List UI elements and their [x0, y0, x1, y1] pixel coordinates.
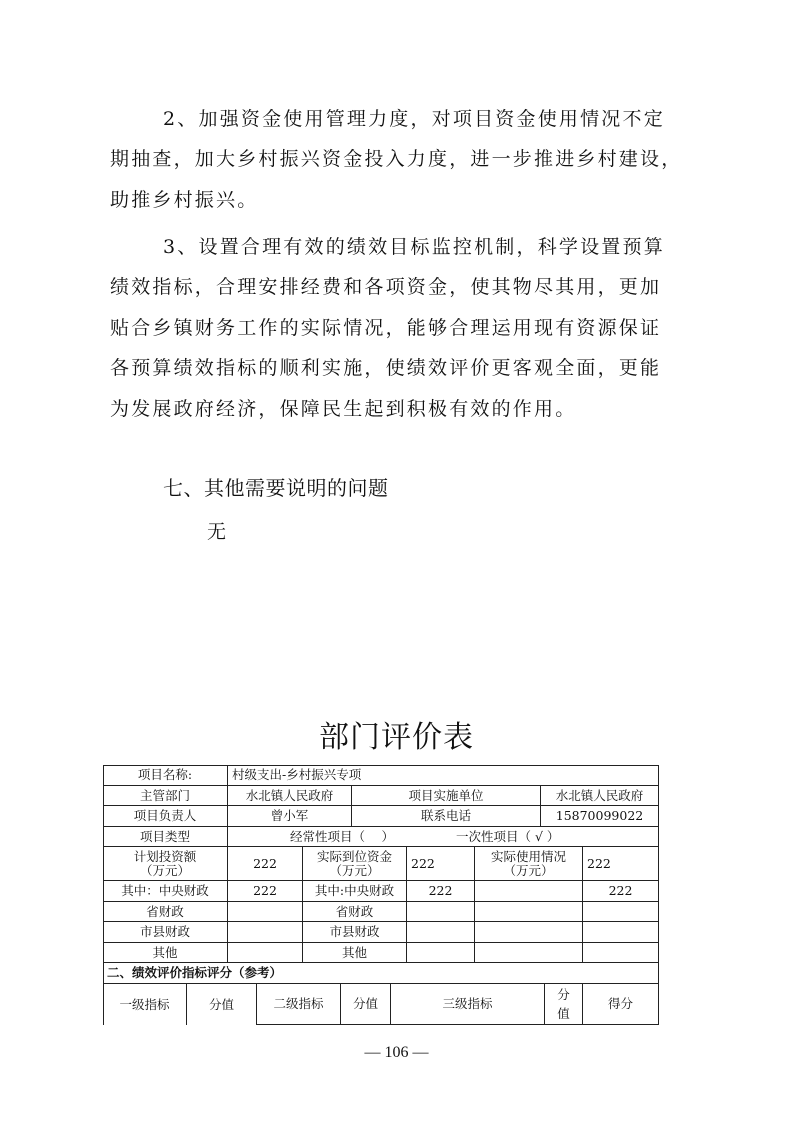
central-value-c: 222	[583, 881, 659, 902]
section7-heading: 七、其他需要说明的问题	[163, 476, 389, 500]
city-label-b: 市县财政	[303, 922, 407, 943]
project-name-value: 村级支出-乡村振兴专项	[228, 765, 659, 786]
leader-value: 曾小军	[228, 806, 352, 827]
city-label-a: 市县财政	[103, 922, 228, 943]
type-label: 项目类型	[103, 827, 228, 847]
city-value-b	[407, 922, 475, 943]
other-value-b	[407, 943, 475, 963]
other-value-a	[228, 943, 303, 963]
section2-heading: 二、绩效评价指标评分（参考）	[103, 963, 659, 984]
header-level1: 一级指标	[103, 984, 187, 1025]
dept-label: 主管部门	[103, 786, 228, 806]
type-options	[228, 827, 659, 847]
header-score3	[545, 984, 583, 1025]
actual-funds-value: 222	[407, 847, 475, 881]
other-blank	[475, 943, 583, 963]
para3-line-5: 为发展政府经济，保障民生起到积极有效的作用。	[110, 398, 577, 420]
para3-line-2: 绩效指标，合理安排经费和各项资金，使其物尽其用，更加	[110, 276, 662, 298]
other-label-a: 其他	[103, 943, 228, 963]
type-regular: 经常性项目（ ）	[290, 828, 394, 844]
actual-use-label	[475, 847, 583, 881]
header-level3: 三级指标	[391, 984, 545, 1025]
provincial-value-c	[583, 902, 659, 922]
impl-unit-label: 项目实施单位	[352, 786, 541, 806]
para2-line-1: 2、加强资金使用管理力度，对项目资金使用情况不定	[163, 108, 665, 130]
plan-invest-label-line2: （万元）	[139, 862, 190, 878]
actual-funds-label	[303, 847, 407, 881]
header-result: 得分	[583, 984, 659, 1025]
provincial-label-b: 省财政	[303, 902, 407, 922]
city-value-c	[583, 922, 659, 943]
header-level2: 二级指标	[257, 984, 341, 1025]
para3-line-3: 贴合乡镇财务工作的实际情况，能够合理运用现有资源保证	[110, 317, 662, 339]
actual-funds-label-line2: （万元）	[329, 862, 380, 878]
section7-content: 无	[207, 521, 227, 543]
city-blank	[475, 922, 583, 943]
para3-line-4: 各预算绩效指标的顺利实施，使绩效评价更客观全面，更能	[110, 357, 662, 379]
central-label-a: 其中：中央财政	[103, 881, 228, 902]
provincial-value-a	[228, 902, 303, 922]
dept-value: 水北镇人民政府	[228, 786, 352, 806]
table-title: 部门评价表	[319, 720, 474, 755]
para2-line-2: 期抽查，加大乡村振兴资金投入力度，进一步推进乡村建设，	[110, 148, 683, 170]
city-value-a	[228, 922, 303, 943]
provincial-value-b	[407, 902, 475, 922]
header-score3-bottom: 值	[557, 1006, 570, 1021]
actual-funds-label-line1: 实际到位资金	[316, 848, 392, 864]
leader-label: 项目负责人	[103, 806, 228, 827]
provincial-blank	[475, 902, 583, 922]
header-score2: 分值	[341, 984, 391, 1025]
central-value-a: 222	[228, 881, 303, 902]
plan-invest-label	[103, 847, 228, 881]
project-name-label: 项目名称:	[103, 765, 228, 786]
para3-line-1: 3、设置合理有效的绩效目标监控机制，科学设置预算	[163, 236, 665, 258]
phone-value: 15870099022	[541, 806, 659, 827]
other-label-b: 其他	[303, 943, 407, 963]
central-label-b: 其中:中央财政	[303, 881, 407, 902]
provincial-label-a: 省财政	[103, 902, 228, 922]
plan-invest-value: 222	[228, 847, 303, 881]
header-score1: 分值	[187, 984, 257, 1025]
actual-use-value: 222	[583, 847, 659, 881]
para2-line-3: 助推乡村振兴。	[110, 189, 259, 211]
type-onetime: 一次性项目（ √ ）	[455, 828, 560, 844]
header-score3-top: 分	[557, 987, 570, 1002]
actual-use-label-line2: （万元）	[503, 862, 554, 878]
other-value-c	[583, 943, 659, 963]
impl-unit-value: 水北镇人民政府	[541, 786, 659, 806]
plan-invest-label-line1: 计划投资额	[133, 848, 197, 864]
phone-label: 联系电话	[352, 806, 541, 827]
central-value-b: 222	[407, 881, 475, 902]
actual-use-label-line1: 实际使用情况	[490, 848, 566, 864]
central-blank	[475, 881, 583, 902]
page-number: — 106 —	[364, 1044, 429, 1061]
